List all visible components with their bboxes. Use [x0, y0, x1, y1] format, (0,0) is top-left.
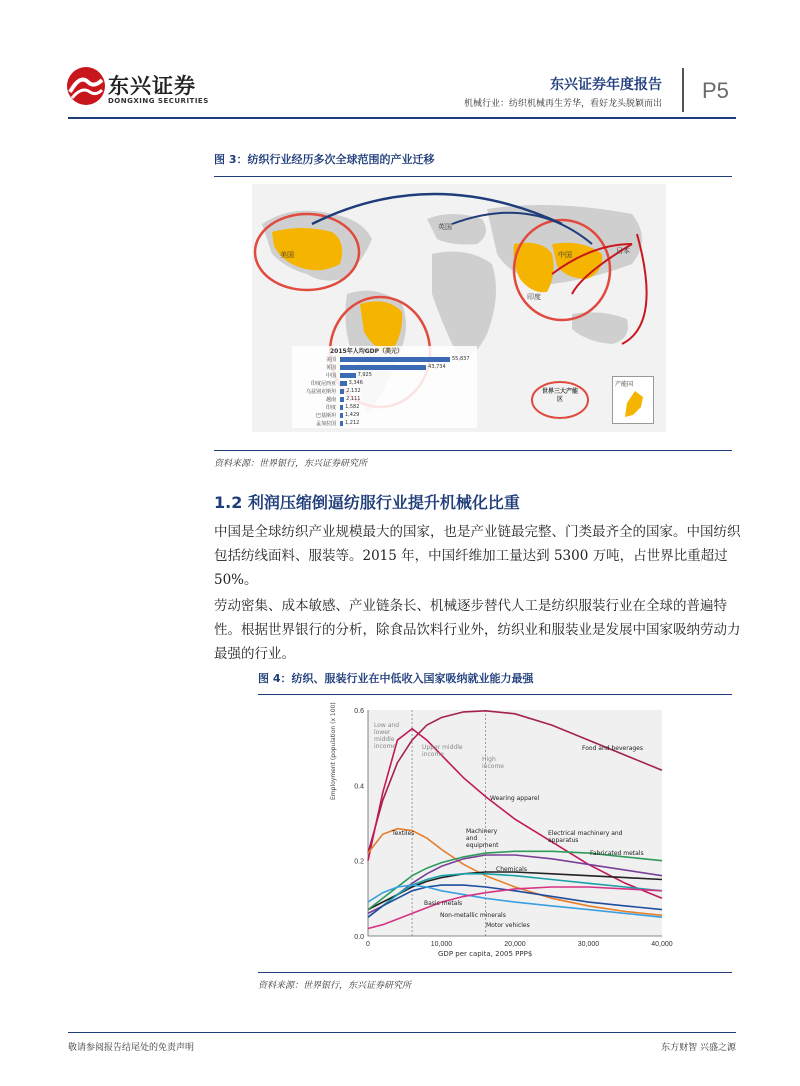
footer-slogan: 东方财智 兴盛之源 — [661, 1043, 736, 1053]
gdp-row-value: 43,734 — [428, 364, 446, 370]
map-label-uk: 英国 — [438, 223, 452, 231]
gdp-row-value: 3,346 — [348, 380, 363, 386]
company-logo-icon — [66, 66, 106, 106]
gdp-row-bar — [340, 421, 343, 426]
gdp-row-value: 2,111 — [346, 396, 361, 402]
page-number: P5 — [702, 78, 729, 103]
gdp-row-bar — [340, 381, 347, 386]
series-label: Textiles — [392, 830, 415, 837]
gdp-row-value: 55,837 — [452, 356, 470, 362]
map-label-china: 中国 — [558, 251, 572, 259]
legend-left-label: 世界三大产能区 — [542, 388, 579, 403]
paragraph-2: 劳动密集、成本敏感、产业链条长、机械逐步替代人工是纺织服装行业在全球的普遍特性。根据世界银行的分析，除食品饮料行业外，纺织业和服装业是发展中国家吸纳劳动力最强的行业。 — [214, 598, 741, 662]
gdp-row-country: 孟加拉国 — [315, 421, 336, 427]
world-map-figure — [252, 184, 666, 432]
series-label: Machinery and equipment — [466, 828, 499, 849]
gdp-row-bar — [340, 357, 450, 362]
figure3-source: 资料来源：世界银行，东兴证券研究所 — [214, 459, 368, 469]
gdp-row-bar — [340, 413, 343, 418]
series-label: Motor vehicles — [486, 922, 530, 929]
footer-rule — [68, 1032, 736, 1033]
gdp-row-bar — [340, 405, 343, 410]
logo-subtext: DONGXING SECURITIES — [108, 97, 209, 105]
series-label: Food and beverages — [582, 745, 644, 752]
gdp-row-country: 乌兹别克斯坦 — [305, 389, 336, 395]
legend-right-label: 产能国 — [615, 381, 634, 388]
region-low-label: Low and lower middle income — [374, 722, 400, 750]
series-label: Wearing apparel — [490, 795, 540, 802]
x-tick-label: 0 — [366, 941, 370, 948]
gdp-row-value: 1,212 — [345, 420, 360, 426]
chart-xlabel: GDP per capita, 2005 PPP$ — [438, 950, 533, 958]
region-upper-label: Upper middle income — [422, 744, 463, 758]
series-line — [368, 851, 662, 909]
footer-disclaimer: 敬请参阅报告结尾处的免责声明 — [68, 1043, 195, 1053]
gdp-row-value: 1,582 — [345, 404, 360, 410]
gdp-row-country: 美国 — [325, 357, 336, 363]
gdp-row-bar — [340, 373, 356, 378]
gdp-row-value: 7,925 — [357, 372, 372, 378]
gdp-row-bar — [340, 389, 344, 394]
gdp-row-value: 2,132 — [346, 388, 361, 394]
gdp-row-bar — [340, 365, 426, 370]
gdp-row-value: 1,429 — [345, 412, 360, 418]
map-label-india: 印度 — [527, 293, 541, 301]
figure3-bottom-rule — [214, 450, 732, 451]
gdp-row-country: 印度 — [325, 405, 336, 411]
country-shape-icon — [621, 389, 647, 419]
x-tick-label: 30,000 — [577, 941, 600, 948]
map-label-japan: 日本 — [616, 247, 630, 255]
chart-ylabel: Employment (population (x 100) — [330, 702, 337, 800]
report-title: 东兴证券年度报告 — [550, 77, 662, 93]
y-tick-label: 0.6 — [354, 708, 364, 715]
series-label: Chemicals — [496, 866, 527, 873]
legend-capacity-zones — [530, 380, 590, 420]
paragraph-1: 中国是全球纺织产业规模最大的国家，也是产业链最完整、门类最齐全的国家。中国纺织包括纺线面料、服装等。2015 年，中国纤维加工量达到 5300 万吨，占世界比重超过 50%。 — [214, 524, 741, 588]
x-tick-label: 20,000 — [504, 941, 526, 948]
figure4-top-rule — [258, 694, 732, 695]
header-divider — [682, 68, 684, 112]
section-title: 1.2 利润压缩倒逼纺服行业提升机械化比重 — [214, 493, 520, 512]
gdp-row-country: 中国 — [325, 373, 336, 379]
gdp-table-title: 2015年人均GDP（美元） — [330, 348, 404, 355]
figure3-title: 图 3：纺织行业经历多次全球范围的产业迁移 — [214, 153, 435, 166]
x-tick-label: 10,000 — [430, 941, 453, 948]
legend-capacity-country — [612, 376, 654, 424]
gdp-row-country: 印度尼西亚 — [310, 381, 336, 387]
series-label: Fabricated metals — [590, 850, 644, 857]
gdp-row-country: 巴基斯坦 — [315, 413, 336, 419]
header-rule — [68, 117, 736, 119]
region-high-label: High income — [482, 756, 504, 770]
figure4-source: 资料来源：世界银行，东兴证券研究所 — [258, 981, 412, 991]
y-tick-label: 0.4 — [354, 783, 364, 791]
logo-text: 东兴证券 — [108, 74, 196, 98]
figure4-bottom-rule — [258, 972, 732, 973]
series-label: Electrical machinery and apparatus — [548, 830, 623, 844]
gdp-row-country: 越南 — [325, 397, 336, 403]
gdp-row-country: 英国 — [325, 365, 336, 371]
figure4-title: 图 4：纺织、服装行业在中低收入国家吸纳就业能力最强 — [258, 672, 534, 685]
y-tick-label: 0.0 — [354, 934, 364, 941]
series-label: Basic metals — [424, 900, 463, 907]
gdp-row-bar — [340, 397, 344, 402]
y-tick-label: 0.2 — [354, 858, 364, 866]
series-label: Non-metallic minerals — [440, 912, 506, 919]
report-subtitle: 机械行业：纺织机械再生芳华，看好龙头脱颖而出 — [463, 99, 662, 109]
gdp-table — [292, 346, 477, 428]
series-line — [368, 885, 662, 917]
x-tick-label: 40,000 — [651, 941, 673, 948]
figure3-top-rule — [214, 176, 732, 177]
map-label-usa: 美国 — [280, 251, 294, 259]
